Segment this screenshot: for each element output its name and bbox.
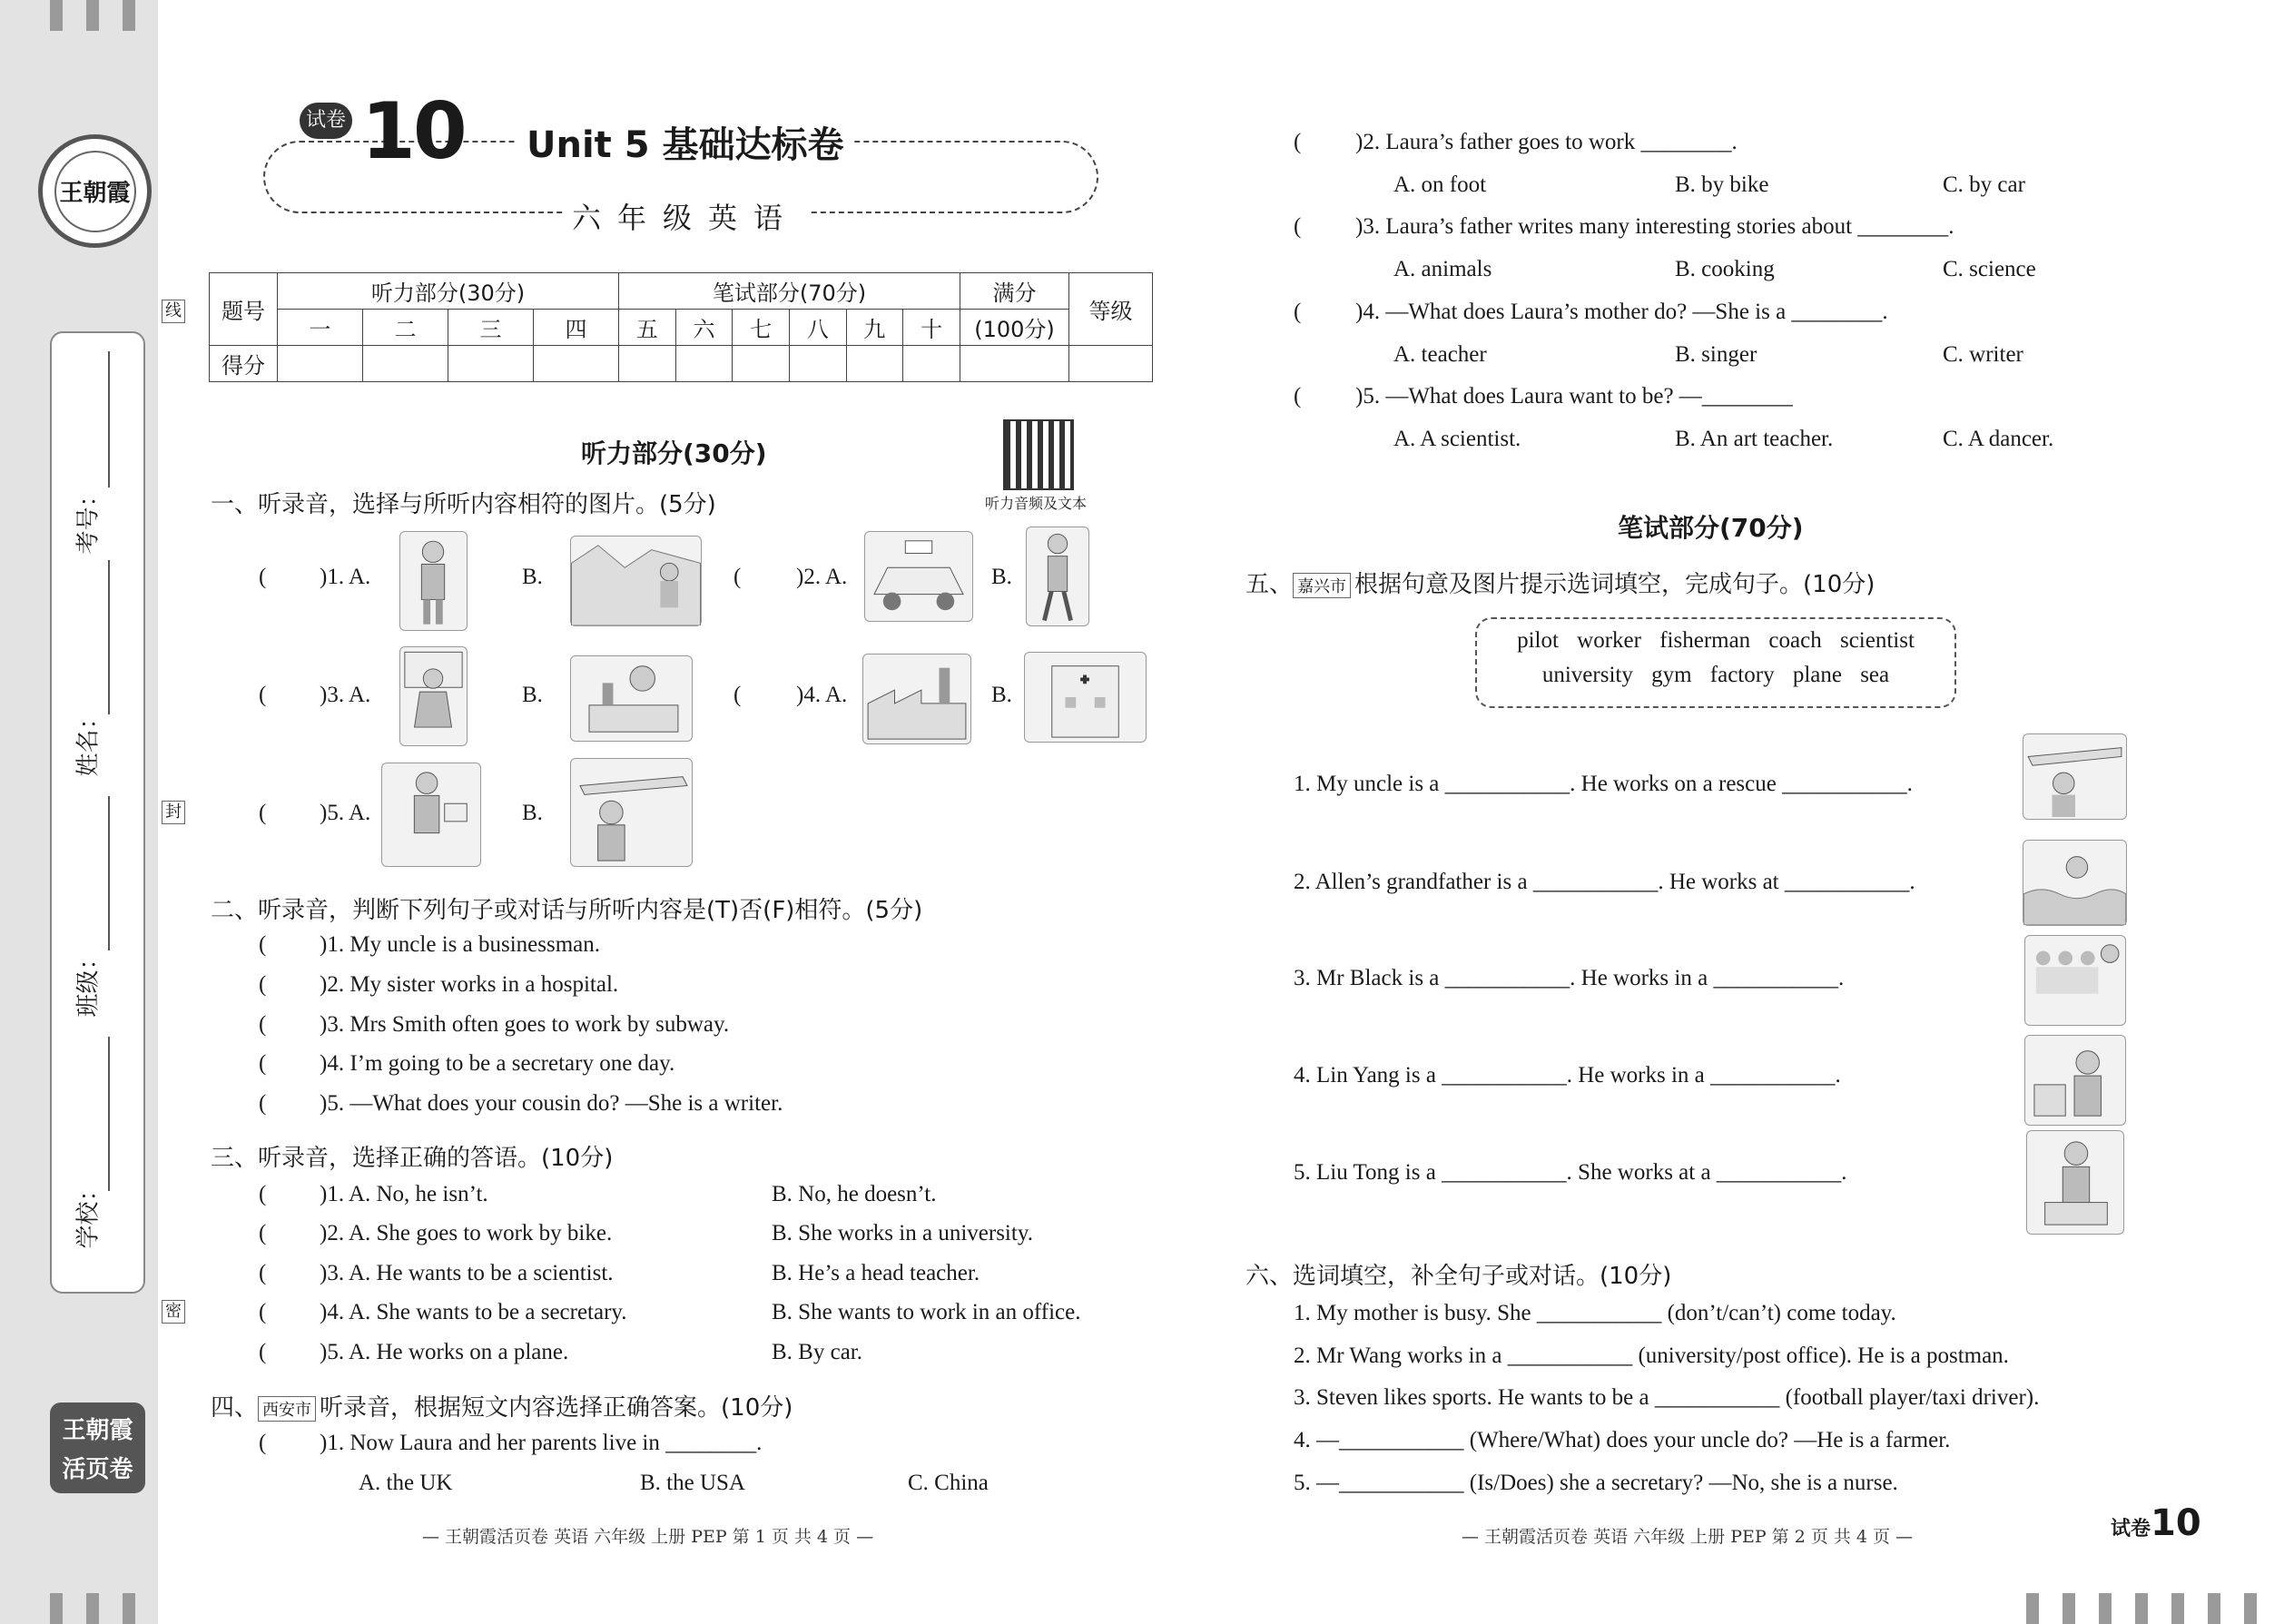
picture-pilot-plane — [2023, 733, 2127, 820]
s3-option-a: )2. A. She goes to work by bike. — [320, 1221, 613, 1245]
s3-option-a: )3. A. He wants to be a scientist. — [320, 1261, 614, 1285]
score-cell[interactable] — [618, 346, 675, 382]
s4-option-b: B. the USA — [640, 1471, 745, 1495]
page-badge-number: 10 — [2151, 1502, 2201, 1544]
page-subtitle: 六年级英语 — [563, 195, 808, 237]
s2-item: )5. —What does your cousin do? —She is a writer. — [320, 1091, 783, 1116]
section-3-title: 三、听录音，选择正确的答语。(10分) — [211, 1145, 614, 1172]
s6-sentence: 3. Steven likes sports. He wants to be a ___________ (football player/taxi driver). — [1294, 1385, 2040, 1410]
s3-option-b: B. No, he doesn’t. — [772, 1182, 937, 1206]
s5-sentence: 2. Allen’s grandfather is a ___________. He works at ___________. — [1294, 870, 1915, 894]
s4-question: )1. Now Laura and her parents live in ________. — [320, 1431, 763, 1455]
paren: ( — [259, 1012, 267, 1037]
paren: ( — [259, 972, 267, 997]
numeral-cell: 三 — [448, 310, 533, 346]
paren: ( — [259, 801, 267, 825]
header-cell: 听力部分(30分) — [278, 273, 619, 310]
s2-item: )4. I’m going to be a secretary one day. — [320, 1051, 675, 1076]
picture-taxi — [864, 531, 973, 622]
field-exam-number: 考号： — [74, 483, 103, 555]
section-5-title — [1245, 566, 1875, 599]
paren: ( — [733, 565, 742, 589]
section-4-text: 听录音，根据短文内容选择正确答案。(10分) — [320, 1394, 793, 1422]
word-bank — [1475, 617, 1956, 708]
tick-mark — [2208, 1593, 2220, 1624]
field-line — [108, 1037, 110, 1191]
section-5-text: 根据句意及图片提示选词填空，完成句子。(10分) — [1354, 571, 1876, 598]
score-cell[interactable] — [733, 346, 790, 382]
writing-title: 笔试部分(70分) — [1618, 513, 1804, 543]
s4-question: )4. —What does Laura’s mother do? —She is a ________. — [1355, 300, 1888, 324]
badge-bottom-text: 活页卷 — [62, 1456, 133, 1483]
tick-mark — [123, 0, 135, 31]
numeral-cell: 四 — [533, 310, 618, 346]
qr-code[interactable] — [1003, 419, 1074, 490]
paren: ( — [259, 565, 267, 589]
page-badge — [2111, 1502, 2201, 1544]
s6-sentence: 5. —___________ (Is/Does) she a secretary? —No, she is a nurse. — [1294, 1471, 1898, 1495]
s3-option-a: )1. A. No, he isn’t. — [320, 1182, 488, 1206]
s4-question: )2. Laura’s father goes to work ________. — [1355, 130, 1738, 154]
paren: ( — [259, 932, 267, 957]
picture-teacher — [399, 646, 468, 746]
section-2-title: 二、听录音，判断下列句子或对话与所听内容是(T)否(F)相符。(5分) — [211, 897, 923, 924]
numeral-cell: 一 — [278, 310, 363, 346]
tick-mark — [123, 1593, 135, 1624]
word-bank-line-2: university gym factory plane sea — [1541, 663, 1890, 687]
footer-left: — 王朝霞活页卷 英语 六年级 上册 PEP 第 1 页 共 4 页 — — [422, 1527, 874, 1547]
field-line — [108, 560, 110, 714]
picture-pilot — [570, 758, 693, 867]
score-cell[interactable] — [903, 346, 960, 382]
picture-person-walking — [1026, 527, 1089, 626]
tick-mark — [2099, 1593, 2112, 1624]
s3-option-b: B. She wants to work in an office. — [772, 1300, 1081, 1324]
paren: ( — [259, 1261, 267, 1285]
paren: ( — [259, 1431, 267, 1455]
picture-scientist — [570, 655, 693, 742]
s2-item: )3. Mrs Smith often goes to work by subway. — [320, 1012, 730, 1037]
score-cell[interactable] — [1069, 346, 1153, 382]
s2-item: )1. My uncle is a businessman. — [320, 932, 600, 957]
paren: ( — [1294, 384, 1302, 408]
section-4-prefix: 四、 — [211, 1394, 259, 1422]
paper-number: 10 — [361, 86, 465, 177]
s6-sentence: 4. —___________ (Where/What) does your uncle do? —He is a farmer. — [1294, 1428, 1951, 1452]
paren: ( — [1294, 300, 1302, 324]
picture-policeman — [399, 531, 468, 631]
paren: ( — [259, 1340, 267, 1364]
field-line — [108, 796, 110, 950]
s6-sentence: 2. Mr Wang works in a ___________ (university/post office). He is a postman. — [1294, 1343, 2009, 1368]
picture-hospital — [1024, 652, 1147, 743]
s3-option-b: B. He’s a head teacher. — [772, 1261, 980, 1285]
q5-label: )5. A. — [320, 801, 371, 825]
numeral-cell: 八 — [789, 310, 846, 346]
picture-worker-factory — [2024, 1035, 2126, 1126]
score-cell[interactable] — [362, 346, 448, 382]
section-4-title — [211, 1389, 793, 1422]
tick-mark — [50, 1593, 63, 1624]
q1-label: )1. A. — [320, 565, 371, 589]
numeral-cell: 七 — [733, 310, 790, 346]
paren: ( — [259, 1182, 267, 1206]
s4-option-a: A. the UK — [359, 1471, 453, 1495]
badge-top-text: 王朝霞 — [62, 1417, 133, 1444]
s4-option-b: B. singer — [1675, 342, 1757, 367]
tick-mark — [2135, 1593, 2148, 1624]
score-cell[interactable] — [846, 346, 903, 382]
tick-mark — [2171, 1593, 2184, 1624]
s3-option-b: B. She works in a university. — [772, 1221, 1033, 1245]
s4-option-a: A. A scientist. — [1393, 427, 1521, 451]
q4-label: )4. A. — [796, 683, 848, 707]
picture-postman — [381, 763, 481, 867]
q1-b-label: B. — [522, 565, 543, 589]
s4-option-a: A. on foot — [1393, 172, 1487, 197]
field-line — [108, 351, 110, 487]
paren: ( — [259, 1300, 267, 1324]
numeral-cell: 二 — [362, 310, 448, 346]
header-cell: 等级 — [1069, 273, 1153, 346]
score-cell[interactable] — [448, 346, 533, 382]
tick-mark — [50, 0, 63, 31]
s3-option-a: )4. A. She wants to be a secretary. — [320, 1300, 627, 1324]
header-chip: 试卷 — [300, 103, 352, 139]
region-tag: 嘉兴市 — [1293, 573, 1351, 598]
brand-badge — [50, 1403, 145, 1493]
s4-option-c: C. writer — [1943, 342, 2023, 367]
score-cell[interactable] — [789, 346, 846, 382]
s4-question: )3. Laura’s father writes many interesting stories about ________. — [1355, 214, 1954, 239]
s4-option-a: A. teacher — [1393, 342, 1487, 367]
paren: ( — [259, 1091, 267, 1116]
numeral-cell: 九 — [846, 310, 903, 346]
score-row-label: 得分 — [210, 346, 278, 382]
s5-sentence: 1. My uncle is a ___________. He works on a rescue ___________. — [1294, 772, 1913, 796]
paren: ( — [1294, 130, 1302, 154]
logo-text: 王朝霞 — [54, 151, 136, 232]
tick-mark — [2244, 1593, 2257, 1624]
numeral-cell: 十 — [903, 310, 960, 346]
listening-title: 听力部分(30分) — [581, 438, 767, 468]
tick-mark — [2026, 1593, 2039, 1624]
qr-label: 听力音频及文本 — [985, 495, 1088, 512]
section-6-title: 六、选词填空，补全句子或对话。(10分) — [1245, 1263, 1672, 1290]
header-cell: 满分 — [960, 273, 1069, 310]
bind-mark-line: 线 — [162, 300, 185, 323]
s4-option-c: C. science — [1943, 257, 2036, 281]
score-cell[interactable] — [960, 346, 1069, 382]
s6-sentence: 1. My mother is busy. She ___________ (don’t/can’t) come today. — [1294, 1301, 1896, 1325]
s4-option-c: C. by car — [1943, 172, 2025, 197]
paren: ( — [259, 683, 267, 707]
score-cell[interactable] — [675, 346, 733, 382]
tick-mark — [86, 0, 99, 31]
picture-scientist-university — [2026, 1130, 2124, 1235]
page-badge-label: 试卷 — [2111, 1518, 2151, 1540]
picture-coach-gym — [2024, 935, 2126, 1026]
numeral-cell: 五 — [618, 310, 675, 346]
bind-mark-seal: 封 — [162, 801, 185, 824]
s4-option-a: A. animals — [1393, 257, 1492, 281]
s4-option-b: B. by bike — [1675, 172, 1769, 197]
paren: ( — [1294, 214, 1302, 239]
header-cell: 笔试部分(70分) — [618, 273, 960, 310]
picture-factory — [862, 654, 971, 744]
student-info-panel — [50, 331, 145, 1294]
s5-sentence: 5. Liu Tong is a ___________. She works at a ___________. — [1294, 1160, 1847, 1185]
s5-sentence: 4. Lin Yang is a ___________. He works in a ___________. — [1294, 1063, 1841, 1088]
section-5-prefix: 五、 — [1245, 571, 1294, 598]
tick-mark — [2063, 1593, 2075, 1624]
s4-option-b: B. cooking — [1675, 257, 1775, 281]
s4-option-c: C. A dancer. — [1943, 427, 2054, 451]
field-class: 班级： — [74, 946, 103, 1018]
field-school: 学校： — [74, 1177, 103, 1249]
s4-option-c: C. China — [908, 1471, 989, 1495]
q4-b-label: B. — [991, 683, 1012, 707]
field-name: 姓名： — [74, 705, 103, 777]
s4-option-b: B. An art teacher. — [1675, 427, 1834, 451]
score-table — [209, 272, 1153, 382]
picture-cleaner — [570, 536, 702, 626]
page-title: Unit 5 基础达标卷 — [517, 116, 852, 168]
numeral-cell: 六 — [675, 310, 733, 346]
score-cell[interactable] — [278, 346, 363, 382]
s5-sentence: 3. Mr Black is a ___________. He works in a ___________. — [1294, 966, 1845, 990]
region-tag: 西安市 — [258, 1396, 316, 1422]
footer-right: — 王朝霞活页卷 英语 六年级 上册 PEP 第 2 页 共 4 页 — — [1462, 1527, 1914, 1547]
word-bank-line-1: pilot worker fisherman coach scientist — [1517, 628, 1915, 653]
picture-fisherman-sea — [2023, 840, 2127, 926]
bind-mark-secret: 密 — [162, 1300, 185, 1324]
paren: ( — [733, 683, 742, 707]
q2-b-label: B. — [991, 565, 1012, 589]
full-score-cell: (100分) — [960, 310, 1069, 346]
brand-logo — [38, 134, 152, 248]
tick-mark — [86, 1593, 99, 1624]
q3-b-label: B. — [522, 683, 543, 707]
header-cell: 题号 — [210, 273, 278, 346]
paren: ( — [259, 1051, 267, 1076]
s4-question: )5. —What does Laura want to be? —________ — [1355, 384, 1793, 408]
score-cell[interactable] — [533, 346, 618, 382]
q5-b-label: B. — [522, 801, 543, 825]
q2-label: )2. A. — [796, 565, 848, 589]
section-1-title: 一、听录音，选择与所听内容相符的图片。(5分) — [211, 491, 716, 518]
paren: ( — [259, 1221, 267, 1245]
s3-option-b: B. By car. — [772, 1340, 862, 1364]
s3-option-a: )5. A. He works on a plane. — [320, 1340, 569, 1364]
s2-item: )2. My sister works in a hospital. — [320, 972, 619, 997]
q3-label: )3. A. — [320, 683, 371, 707]
